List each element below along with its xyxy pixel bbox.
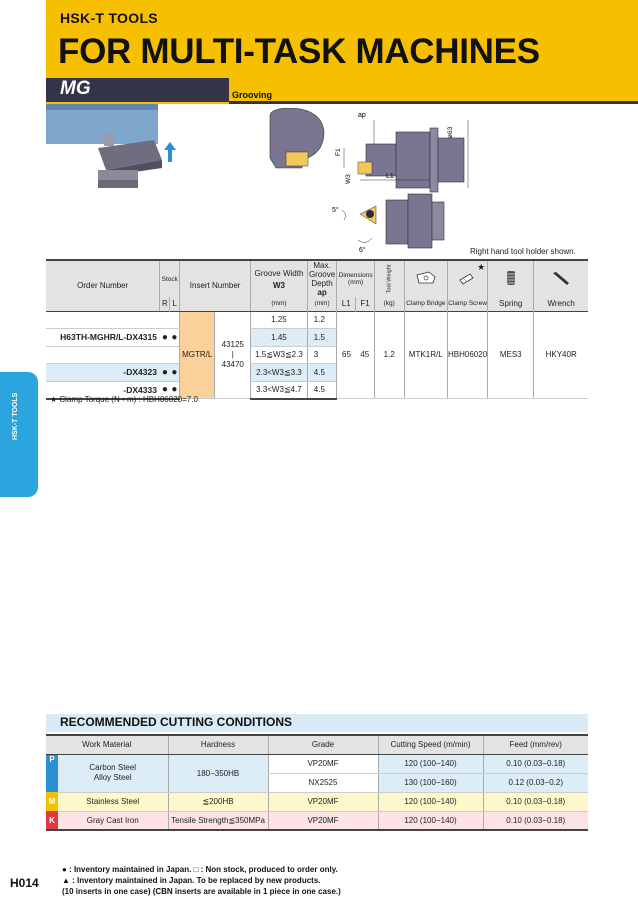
header-l1: L1: [337, 297, 356, 311]
header-dimensions: Dimensions (mm): [337, 260, 375, 297]
spring-icon: [505, 270, 517, 286]
wrench: HKY40R: [534, 311, 588, 399]
hardness: 180−350HB: [168, 754, 268, 792]
groove-width: 3.3<W3≦4.7: [251, 381, 308, 399]
header-clamp-bridge: Clamp Bridge: [404, 297, 447, 311]
order-number: [46, 346, 160, 364]
header-grade: Grade: [268, 735, 378, 754]
header-weight: Tool Weight: [386, 264, 393, 294]
grade: VP20MF: [268, 754, 378, 773]
groove-depth: 4.5: [307, 364, 337, 382]
groove-width: 1.5≦W3≦2.3: [251, 346, 308, 364]
stock-l: ●: [170, 329, 180, 347]
clamp-screw-icon: [458, 271, 478, 285]
cutting-table: [46, 734, 588, 831]
wrench-icon: [550, 270, 572, 286]
iso-tag-m: M: [46, 792, 58, 811]
header-clamp-screw: Clamp Screw: [448, 297, 488, 311]
insert-range: [215, 311, 251, 399]
header-max-depth-group: [307, 260, 337, 297]
dim-f1: 45: [356, 311, 375, 399]
feed: 0.10 (0.03−0.18): [483, 792, 588, 811]
groove-width: 1.25: [251, 311, 308, 329]
stock-r: [160, 311, 170, 329]
table-row: [46, 811, 588, 830]
label-angle-5: 5°: [332, 207, 339, 214]
clamp-screw: HBH06020: [448, 311, 488, 399]
spring-icon-cell: [488, 260, 534, 297]
label-w3: W3: [345, 174, 352, 184]
groove-depth: 3: [307, 346, 337, 364]
stock-r: ●: [160, 381, 170, 399]
stock-l: ●: [170, 381, 180, 399]
header-ap: ap: [317, 288, 327, 297]
iso-tag-p: P: [46, 754, 58, 792]
header-order-number: Order Number: [46, 260, 160, 311]
category-label: Grooving: [232, 90, 272, 100]
page-number: H014: [10, 876, 39, 890]
header-spring: Spring: [488, 297, 534, 311]
feed: 0.12 (0.03−0.2): [483, 773, 588, 792]
stock-l: [170, 311, 180, 329]
header-weight-cell: [374, 260, 404, 297]
clamp-torque-note: ★ Clamp Torque (N • m) : HBH06020=7.0: [50, 395, 198, 404]
iso-tag-k: K: [46, 811, 58, 830]
insert-range-from: 43125: [221, 339, 244, 349]
cutting-speed: 130 (100−160): [378, 773, 483, 792]
work-material: Carbon Steel Alloy Steel: [58, 754, 168, 792]
header-w3: W3: [272, 280, 285, 290]
header-insert-number: Insert Number: [180, 260, 251, 311]
footer-note-3: (10 inserts in one case) (CBN inserts are available in 1 piece in one case.): [62, 887, 341, 896]
header-cutting-speed: Cutting Speed (m/min): [378, 735, 483, 754]
groove-width: 2.3<W3≦3.3: [251, 364, 308, 382]
order-number: [46, 311, 160, 329]
order-number: H63TH-MGHR/L-DX4315: [46, 329, 160, 347]
stock-r: [160, 346, 170, 364]
clamp-bridge: MTK1R/L: [404, 311, 447, 399]
header-stock-l: L: [170, 297, 180, 311]
work-material: Stainless Steel: [58, 792, 168, 811]
grade: VP20MF: [268, 792, 378, 811]
header-rule: [229, 101, 638, 104]
groove-depth: 4.5: [307, 381, 337, 399]
cutting-title: RECOMMENDED CUTTING CONDITIONS: [60, 715, 292, 729]
holder-table: [46, 259, 588, 400]
wrench-icon-cell: [534, 260, 588, 297]
stock-r: ●: [160, 329, 170, 347]
header-feed: Feed (mm/rev): [483, 735, 588, 754]
clamp-screw-icon-cell: [448, 260, 488, 297]
footer-note-1: ● : Inventory maintained in Japan. □ : Non stock, produced to order only.: [62, 865, 338, 874]
dim-l1: 65: [337, 311, 356, 399]
tool-weight: 1.2: [374, 311, 404, 399]
header-weight-unit: (kg): [374, 297, 404, 311]
insert-range-sep: |: [231, 349, 234, 359]
grade: VP20MF: [268, 811, 378, 830]
header-f1: F1: [356, 297, 375, 311]
table-row: [46, 792, 588, 811]
page-title: FOR MULTI-TASK MACHINES: [58, 32, 540, 71]
header-subtitle: HSK-T TOOLS: [60, 10, 158, 26]
header-work-material: Work Material: [46, 735, 168, 754]
feed: 0.10 (0.03−0.18): [483, 754, 588, 773]
work-material: Gray Cast Iron: [58, 811, 168, 830]
header-wrench: Wrench: [534, 297, 588, 311]
table-row: [46, 754, 588, 773]
header-stock-r: R: [160, 297, 170, 311]
cutting-speed: 120 (100−140): [378, 754, 483, 773]
insert-number: MGTR/L: [180, 311, 215, 399]
table-row: [46, 311, 588, 329]
grade: NX2525: [268, 773, 378, 792]
cutting-speed: 120 (100−140): [378, 792, 483, 811]
series-label: MG: [60, 78, 91, 99]
clamp-bridge-icon: [415, 271, 437, 285]
header-groove-width: Groove Width: [254, 268, 304, 278]
right-hand-note: Right hand tool holder shown.: [470, 247, 576, 256]
tool-drawing: [262, 108, 482, 253]
label-angle-6: 6°: [359, 247, 366, 253]
spring: MES3: [488, 311, 534, 399]
feed: 0.10 (0.03−0.18): [483, 811, 588, 830]
stock-r: ●: [160, 364, 170, 382]
footer-note-2: ▲ : Inventory maintained in Japan. To be replaced by new products.: [62, 876, 321, 885]
stock-l: ●: [170, 364, 180, 382]
order-number: -DX4333: [46, 381, 160, 399]
groove-depth: 1.2: [307, 311, 337, 329]
hardness: Tensile Strength≦350MPa: [168, 811, 268, 830]
insert-range-to: 43470: [221, 359, 244, 369]
header-ap-unit: (mm): [307, 297, 337, 311]
table-header-row: [46, 260, 588, 297]
header-max-depth: Max. Groove Depth: [308, 261, 336, 288]
label-phi: ø63: [447, 126, 454, 138]
header-stock: Stock: [160, 260, 180, 297]
side-tab[interactable]: [0, 372, 38, 497]
header-groove-width-group: [251, 260, 308, 297]
clamp-bridge-icon-cell: [404, 260, 447, 297]
stock-l: [170, 346, 180, 364]
cutting-header-row: [46, 735, 588, 754]
header-hardness: Hardness: [168, 735, 268, 754]
label-f1: F1: [335, 148, 342, 156]
hardness: ≦200HB: [168, 792, 268, 811]
label-l1: L1: [386, 173, 394, 180]
groove-width: 1.45: [251, 329, 308, 347]
order-number: -DX4323: [46, 364, 160, 382]
machine-illustration: [46, 104, 196, 188]
header-w3-unit: (mm): [251, 297, 308, 311]
cutting-speed: 120 (100−140): [378, 811, 483, 830]
groove-depth: 1.5: [307, 329, 337, 347]
label-ap: ap: [358, 112, 366, 119]
star-mark: ★: [477, 262, 486, 272]
side-tab-label: HSK-T TOOLS: [12, 392, 19, 440]
